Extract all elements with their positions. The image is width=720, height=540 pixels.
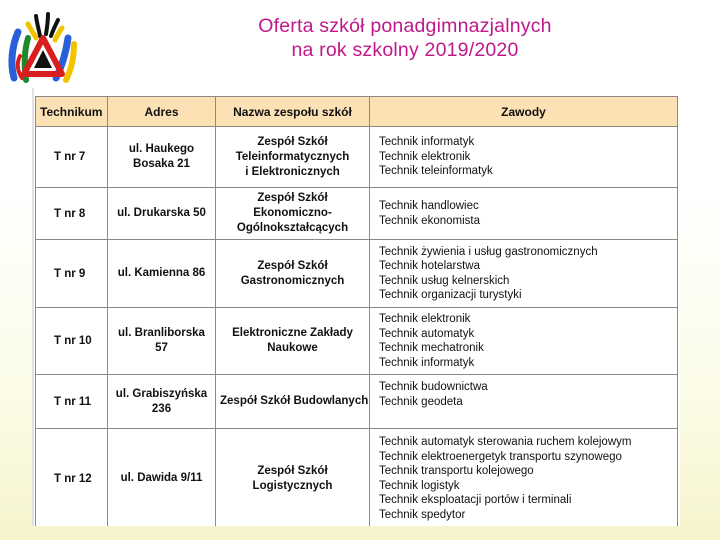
school-name-cell: Zespół Szkół Teleinformatycznych i Elektronicznych bbox=[216, 127, 370, 188]
technikum-cell: T nr 9 bbox=[36, 240, 108, 308]
header-zawody: Zawody bbox=[370, 97, 678, 127]
technikum-cell: T nr 11 bbox=[36, 375, 108, 429]
title-line-1: Oferta szkół ponadgimnazjalnych bbox=[258, 15, 552, 37]
address-cell: ul. Dawida 9/11 bbox=[108, 429, 216, 527]
header-adres: Adres bbox=[108, 97, 216, 127]
school-offer-table bbox=[35, 96, 678, 526]
address-cell: ul. Haukego Bosaka 21 bbox=[108, 127, 216, 188]
school-name-cell: Elektroniczne Zakłady Naukowe bbox=[216, 308, 370, 375]
table-row bbox=[36, 429, 678, 527]
table-row bbox=[36, 308, 678, 375]
school-name-cell: Zespół Szkół Budowlanych bbox=[216, 375, 370, 429]
table-row bbox=[36, 188, 678, 240]
table-row bbox=[36, 127, 678, 188]
professions-cell: Technik informatyk Technik elektronik Technik teleinformatyk bbox=[370, 127, 678, 188]
table-row bbox=[36, 375, 678, 429]
page-title bbox=[190, 14, 620, 62]
school-logo-icon bbox=[6, 8, 80, 84]
professions-cell: Technik automatyk sterowania ruchem kolejowym Technik elektroenergetyk transportu szynowego Technik transportu kolejowego Technik logistyk Technik eksploatacji portów i terminali Technik spedytor bbox=[370, 429, 678, 527]
technikum-cell: T nr 10 bbox=[36, 308, 108, 375]
header-technikum: Technikum bbox=[36, 97, 108, 127]
professions-cell: Technik żywienia i usług gastronomicznych Technik hotelarstwa Technik usług kelnerskich Technik organizacji turystyki bbox=[370, 240, 678, 308]
address-cell: ul. Kamienna 86 bbox=[108, 240, 216, 308]
school-name-cell: Zespół Szkół Logistycznych bbox=[216, 429, 370, 527]
professions-cell: Technik handlowiec Technik ekonomista bbox=[370, 188, 678, 240]
school-name-cell: Zespół Szkół Gastronomicznych bbox=[216, 240, 370, 308]
technikum-cell: T nr 7 bbox=[36, 127, 108, 188]
technikum-cell: T nr 8 bbox=[36, 188, 108, 240]
address-cell: ul. Drukarska 50 bbox=[108, 188, 216, 240]
header-nazwa: Nazwa zespołu szkół bbox=[216, 97, 370, 127]
professions-cell: Technik elektronik Technik automatyk Technik mechatronik Technik informatyk bbox=[370, 308, 678, 375]
title-line-2: na rok szkolny 2019/2020 bbox=[291, 39, 519, 61]
address-cell: ul. Branliborska 57 bbox=[108, 308, 216, 375]
school-offer-sheet bbox=[32, 88, 680, 526]
address-cell: ul. Grabiszyńska 236 bbox=[108, 375, 216, 429]
professions-cell: Technik budownictwa Technik geodeta bbox=[370, 375, 678, 429]
table-row bbox=[36, 240, 678, 308]
technikum-cell: T nr 12 bbox=[36, 429, 108, 527]
school-name-cell: Zespół Szkół Ekonomiczno- Ogólnokształcących bbox=[216, 188, 370, 240]
table-header-row bbox=[36, 97, 678, 127]
